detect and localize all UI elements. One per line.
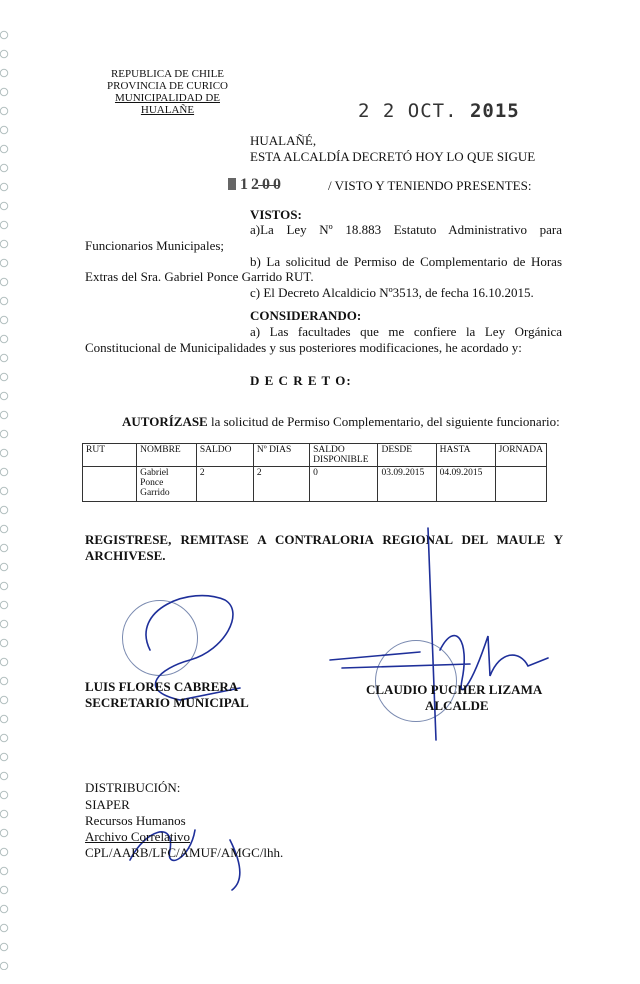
municipal-seal-left	[122, 600, 198, 676]
cell-dias: 2	[253, 467, 309, 502]
distribucion-item: Archivo Correlativo	[85, 829, 191, 844]
register-line1: REGISTRESE, REMITASE A CONTRALORIA REGIONAL DEL MAULE Y	[85, 532, 563, 547]
letterhead-country: REPUBLICA DE CHILE	[110, 68, 225, 80]
distribucion-heading: DISTRIBUCIÓN:	[85, 780, 181, 795]
autorizase-text: la solicitud de Permiso Complementario, del siguiente funcionario:	[207, 414, 560, 429]
right-signer-name: CLAUDIO PUCHER LIZAMA	[366, 682, 543, 697]
distribucion-item: Recursos Humanos	[85, 813, 186, 828]
vistos-heading: VISTOS:	[250, 207, 302, 222]
col-desde: DESDE	[378, 444, 436, 467]
cell-rut	[83, 467, 137, 502]
decree-number: 1200	[240, 176, 284, 193]
col-hasta: HASTA	[436, 444, 495, 467]
letterhead-municipality: MUNICIPALIDAD DE HUALAÑE	[114, 92, 220, 116]
ink-mark	[228, 178, 236, 190]
autorizase-word: AUTORÍZASE	[122, 414, 208, 429]
autorizase-line	[122, 414, 560, 430]
cell-jornada	[495, 467, 546, 502]
date-stamp-day-month: 2 2 OCT.	[358, 100, 458, 122]
decree-statement: ESTA ALCALDÍA DECRETÓ HOY LO QUE SIGUE	[250, 149, 536, 164]
letterhead	[90, 68, 245, 116]
decreto-heading: D E C R E T O:	[250, 373, 352, 388]
letterhead-province: PROVINCIA DE CURICO	[106, 80, 228, 92]
cell-desde: 03.09.2015	[378, 467, 436, 502]
vistos-a-line1: a)La Ley Nº 18.883 Estatuto Administrativo para	[250, 222, 562, 237]
place-line: HUALAÑÉ,	[250, 133, 317, 148]
vistos-c: c) El Decreto Alcaldicio Nº3513, de fecha 16.10.2015.	[250, 285, 534, 300]
vistos-b-line1: b) La solicitud de Permiso de Complementario de Horas	[250, 254, 562, 269]
col-nombre: NOMBRE	[137, 444, 197, 467]
table-row	[83, 467, 547, 502]
considerando-a-line2: Constitucional de Municipalidades y sus posteriores modificaciones, he acordado y:	[85, 340, 522, 355]
visto-line: / VISTO Y TENIENDO PRESENTES:	[328, 178, 532, 193]
cell-nombre: Gabriel Ponce Garrido	[137, 467, 197, 502]
right-signer-title: ALCALDE	[425, 698, 489, 713]
left-signer-name: LUIS FLORES CABRERA	[85, 679, 239, 694]
vistos-b-line2: Extras del Sra. Gabriel Ponce Garrido RUT.	[85, 269, 314, 284]
register-line2: ARCHIVESE.	[85, 548, 166, 563]
col-disponible: SALDO DISPONIBLE	[310, 444, 378, 467]
table-header-row	[83, 444, 547, 467]
col-rut: RUT	[83, 444, 137, 467]
permiso-table	[82, 443, 547, 502]
distribucion-item: SIAPER	[85, 797, 130, 812]
considerando-heading: CONSIDERANDO:	[250, 308, 362, 323]
cell-saldo: 2	[196, 467, 253, 502]
binder-holes	[0, 30, 12, 970]
left-signer-title: SECRETARIO MUNICIPAL	[85, 695, 249, 710]
date-stamp-year: 2015	[469, 100, 520, 122]
date-stamp	[358, 100, 520, 122]
vistos-a-line2: Funcionarios Municipales;	[85, 238, 225, 253]
col-saldo: SALDO	[196, 444, 253, 467]
cell-disponible: 0	[310, 467, 378, 502]
col-jornada: JORNADA	[495, 444, 546, 467]
distribucion-item: CPL/AARB/LFC/AMUF/AMGC/lhh.	[85, 845, 284, 860]
cell-hasta: 04.09.2015	[436, 467, 495, 502]
considerando-a-line1: a) Las facultades que me confiere la Ley Orgánica	[250, 324, 562, 339]
col-dias: Nº DIAS	[253, 444, 309, 467]
